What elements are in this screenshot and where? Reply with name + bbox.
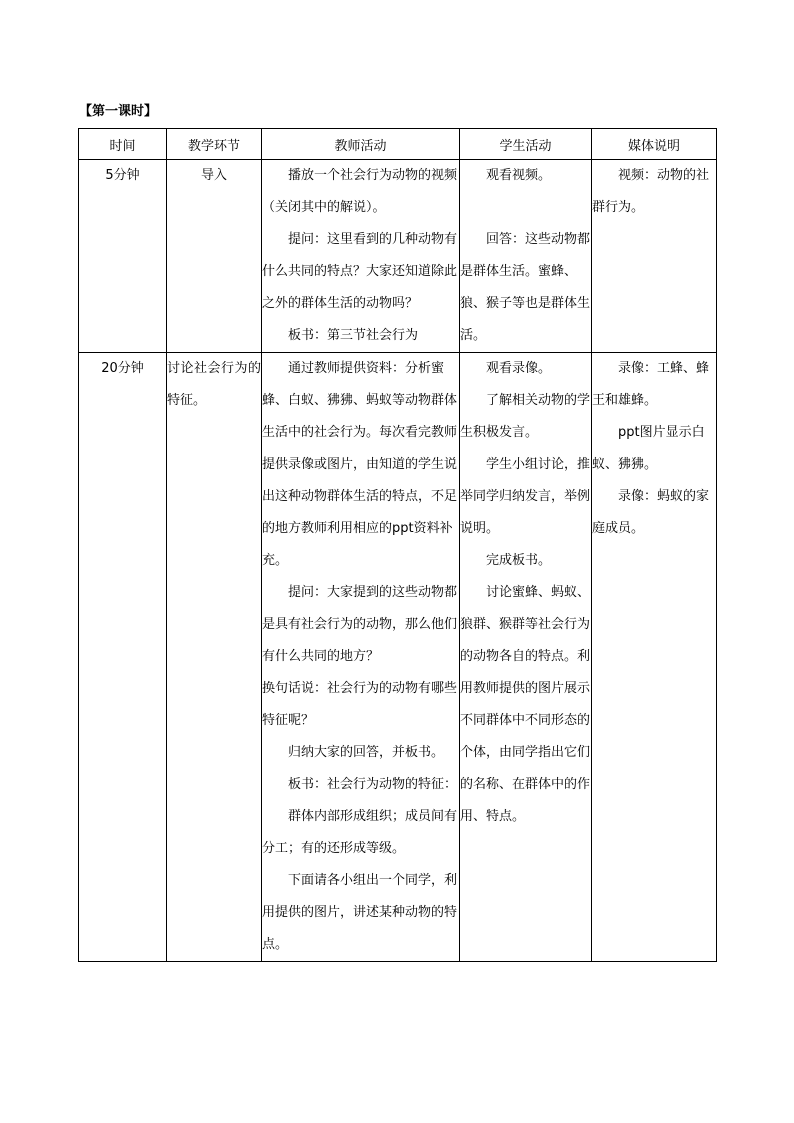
row2-media-p1: 录像：工蜂、蜂王和雄蜂。 bbox=[592, 361, 710, 408]
header-time: 时间 bbox=[79, 129, 167, 160]
row2-teacher-p4: 归纳大家的回答，并板书。 bbox=[288, 745, 445, 760]
row2-teacher-p5: 板书：社会行为动物的特征： bbox=[288, 777, 458, 792]
row1-teacher-activity bbox=[262, 160, 460, 353]
row1-media-p1: 视频：动物的社群行为。 bbox=[592, 168, 710, 215]
row2-teacher-p6: 群体内部形成组织；成员间有分工；有的还形成等级。 bbox=[262, 809, 458, 856]
row2-teacher-activity bbox=[262, 353, 460, 962]
row2-student-activity bbox=[460, 353, 592, 962]
row1-teacher-p2: 提问：这里看到的几种动物有什么共同的特点？大家还知道除此之外的群体生活的动物吗？ bbox=[262, 232, 458, 311]
lesson-plan-table bbox=[78, 128, 717, 962]
table-row bbox=[79, 160, 717, 353]
section-title: 【第一课时】 bbox=[79, 104, 158, 119]
row1-teacher-p3: 板书：第三节社会行为 bbox=[288, 328, 419, 343]
header-teacher: 教师活动 bbox=[262, 129, 460, 160]
row1-time: 5分钟 bbox=[79, 160, 167, 353]
header-media: 媒体说明 bbox=[592, 129, 717, 160]
row1-student-p2: 回答：这些动物都是群体生活。蜜蜂、狼、猴子等也是群体生活。 bbox=[460, 232, 591, 343]
row1-step: 导入 bbox=[167, 160, 262, 353]
row2-student-p1: 观看录像。 bbox=[486, 361, 552, 376]
row2-student-p2: 了解相关动物的学生积极发言。 bbox=[460, 393, 591, 440]
row2-student-p5: 讨论蜜蜂、蚂蚁、狼群、猴群等社会行为的动物各自的特点。利用教师提供的图片展示不同群体中不同形态的个体，由同学指出它们的名称、在群体中的作用、特点。 bbox=[460, 585, 591, 824]
row2-step: 讨论社会行为的特征。 bbox=[167, 353, 262, 962]
row2-time: 20分钟 bbox=[79, 353, 167, 962]
row2-student-p4: 完成板书。 bbox=[486, 553, 552, 568]
header-student: 学生活动 bbox=[460, 129, 592, 160]
row2-media-p3: 录像：蚂蚁的家庭成员。 bbox=[592, 489, 710, 536]
row1-student-p1: 观看视频。 bbox=[486, 168, 552, 183]
table-row bbox=[79, 353, 717, 962]
row2-student-p3: 学生小组讨论，推举同学归纳发言，举例说明。 bbox=[460, 457, 591, 536]
table-header-row bbox=[79, 129, 717, 160]
row2-teacher-p7: 下面请各小组出一个同学，利用提供的图片，讲述某种动物的特点。 bbox=[262, 873, 458, 952]
row1-teacher-p1: 播放一个社会行为动物的视频（关闭其中的解说）。 bbox=[262, 168, 458, 215]
row2-teacher-p2: 提问：大家提到的这些动物都是具有社会行为的动物，那么他们有什么共同的地方？ bbox=[262, 585, 458, 664]
row2-teacher-p3: 换句话说：社会行为的动物有哪些特征呢？ bbox=[262, 681, 458, 728]
row1-media-note bbox=[592, 160, 717, 353]
row1-student-activity bbox=[460, 160, 592, 353]
row2-media-note bbox=[592, 353, 717, 962]
row2-teacher-p1: 通过教师提供资料：分析蜜蜂、白蚁、狒狒、蚂蚁等动物群体生活中的社会行为。每次看完教师提供录像或图片，由知道的学生说出这种动物群体生活的特点，不足的地方教师利用相应的ppt资料补充。 bbox=[262, 361, 458, 568]
header-step: 教学环节 bbox=[167, 129, 262, 160]
row2-media-p2: ppt图片显示白蚁、狒狒。 bbox=[592, 425, 705, 472]
